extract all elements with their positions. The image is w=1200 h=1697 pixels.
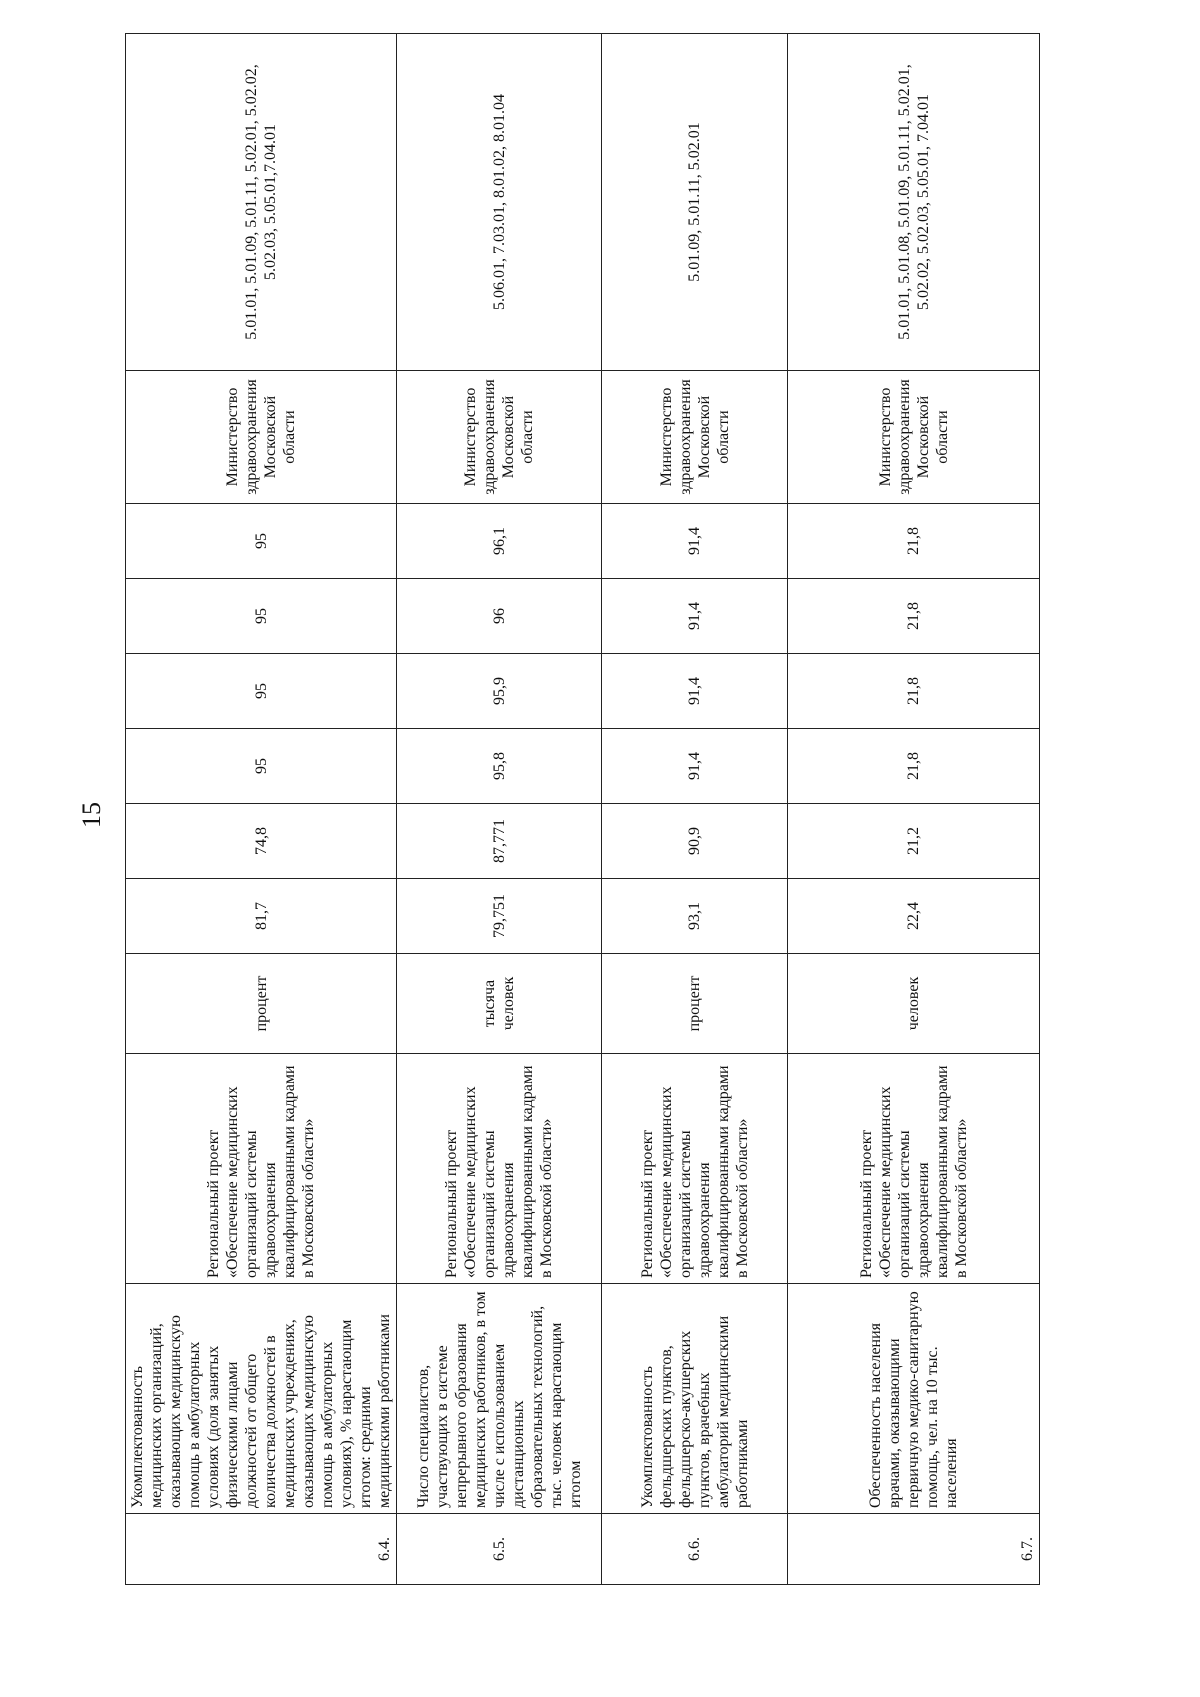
value-year-5: 96,1 [397,504,602,579]
unit: процент [126,954,397,1054]
base-value: 22,4 [788,879,1040,954]
value-year-1: 74,8 [126,804,397,879]
activity-codes: 5.06.01, 7.03.01, 8.01.02, 8.01.04 [397,34,602,371]
value-year-2: 95 [126,729,397,804]
value-year-4: 21,8 [788,579,1040,654]
value-year-2: 95,8 [397,729,602,804]
value-year-4: 96 [397,579,602,654]
project-name: Региональный проект «Обеспечение медицинских организаций системы здравоохранения квалифицированными кадрами в Московской области» [788,1054,1040,1284]
table-row [602,34,788,1585]
table-row [126,34,397,1585]
row-number: 6.5. [397,1514,602,1585]
responsible-body: Министерство здравоохранения Московской области [788,371,1040,504]
value-year-1: 21,2 [788,804,1040,879]
unit: тысяча человек [397,954,602,1054]
value-year-4: 91,4 [602,579,788,654]
value-year-2: 21,8 [788,729,1040,804]
responsible-body: Министерство здравоохранения Московской области [602,371,788,504]
responsible-body: Министерство здравоохранения Московской области [397,371,602,504]
indicators-table [125,33,1040,1585]
activity-codes: 5.01.01, 5.01.08, 5.01.09, 5.01.11, 5.02.01, 5.02.02, 5.02.03, 5.05.01, 7.04.01 [788,34,1040,371]
project-name: Региональный проект «Обеспечение медицинских организаций системы здравоохранения квалифицированными кадрами в Московской области» [126,1054,397,1284]
base-value: 93,1 [602,879,788,954]
base-value: 81,7 [126,879,397,954]
row-number: 6.4. [126,1514,397,1585]
page-number: 15 [77,802,106,828]
value-year-3: 95,9 [397,654,602,729]
table-row [788,34,1040,1585]
table-row [397,34,602,1585]
responsible-body: Министерство здравоохранения Московской области [126,371,397,504]
base-value: 79,751 [397,879,602,954]
activity-codes: 5.01.01, 5.01.09, 5.01.11, 5.02.01, 5.02.02, 5.02.03, 5.05.01,7.04.01 [126,34,397,371]
value-year-5: 21,8 [788,504,1040,579]
indicator-name: Число специалистов, участвующих в системе непрерывного образования медицинских работников, в том числе с использованием дистанционных образовательных технологий, тыс. человек нарастающим итогом [397,1284,602,1514]
row-number: 6.6. [602,1514,788,1585]
activity-codes: 5.01.09, 5.01.11, 5.02.01 [602,34,788,371]
value-year-5: 95 [126,504,397,579]
value-year-5: 91,4 [602,504,788,579]
unit: процент [602,954,788,1054]
value-year-2: 91,4 [602,729,788,804]
indicator-name: Обеспеченность населения врачами, оказывающими первичную медико-санитарную помощь, чел. на 10 тыс. населения [788,1284,1040,1514]
project-name: Региональный проект «Обеспечение медицинских организаций системы здравоохранения квалифицированными кадрами в Московской области» [602,1054,788,1284]
value-year-4: 95 [126,579,397,654]
row-number: 6.7. [788,1514,1040,1585]
unit: человек [788,954,1040,1054]
value-year-3: 95 [126,654,397,729]
value-year-1: 87,771 [397,804,602,879]
project-name: Региональный проект «Обеспечение медицинских организаций системы здравоохранения квалифицированными кадрами в Московской области» [397,1054,602,1284]
indicator-name: Укомплектованность фельдшерских пунктов, фельдшерско-акушерских пунктов, врачебных амбулаторий медицинскими работниками [602,1284,788,1514]
indicator-name: Укомплектованность медицинских организаций, оказывающих медицинскую помощь в амбулаторных условиях (доля занятых физическими лицами должностей от общего количества должностей в медицинских учреждениях, оказывающих медицинскую помощь в амбулаторных условиях), % нарастающим итогом: средними медицинскими работниками [126,1284,397,1514]
value-year-3: 21,8 [788,654,1040,729]
value-year-3: 91,4 [602,654,788,729]
indicators-table-wrapper [125,34,1036,1585]
value-year-1: 90,9 [602,804,788,879]
